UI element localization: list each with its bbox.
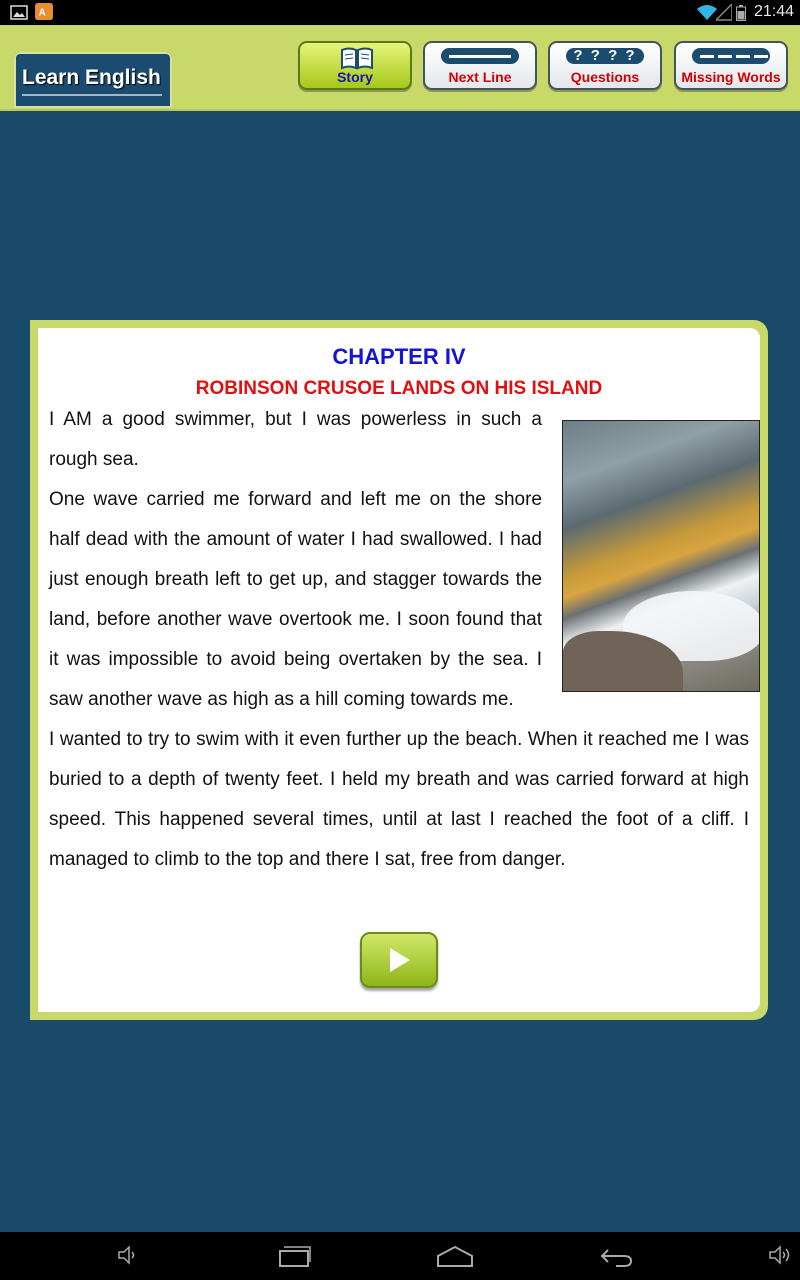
play-icon xyxy=(390,948,410,972)
tab-questions-label: Questions xyxy=(570,69,640,85)
logo-underline xyxy=(22,94,162,96)
chapter-heading: CHAPTER IV xyxy=(332,344,466,369)
back-icon[interactable] xyxy=(598,1244,634,1268)
tab-missing-words[interactable] xyxy=(674,41,788,90)
play-audio-button[interactable] xyxy=(360,932,438,988)
story-card xyxy=(30,320,768,1020)
recent-apps-icon[interactable] xyxy=(276,1244,312,1268)
question-marks-text: ? ? ? ? xyxy=(573,47,637,64)
status-bar xyxy=(0,0,800,25)
tab-story-label: Story xyxy=(337,69,373,85)
book-icon xyxy=(340,47,374,71)
story-paragraph: One wave carried me forward and left me on the shore half dead with the amount of water I had swallowed. I had just enough breath left to get up, and stagger towards the land, before another wave overtook me. I soon found that it was impossible to avoid being overtaken by the sea. I saw another wave as high as a hill coming towards me. xyxy=(49,489,542,710)
volume-up-icon[interactable] xyxy=(768,1244,792,1266)
storm-sea-illustration xyxy=(562,420,760,692)
chapter-title: ROBINSON CRUSOE LANDS ON HIS ISLAND xyxy=(195,378,603,399)
story-card-inner xyxy=(38,328,760,1012)
tab-next-line[interactable] xyxy=(423,41,537,90)
system-nav-bar xyxy=(0,1232,800,1280)
logo-text: Learn English xyxy=(22,66,161,89)
home-icon[interactable] xyxy=(436,1244,474,1268)
story-text xyxy=(49,400,749,880)
tab-next-line-label: Next Line xyxy=(448,69,512,85)
signal-icon xyxy=(716,4,732,21)
app-logo xyxy=(14,52,172,108)
line-icon xyxy=(441,48,519,64)
tab-questions[interactable] xyxy=(548,41,662,90)
clock: 21:44 xyxy=(753,3,794,20)
dashes-icon xyxy=(692,48,770,64)
wifi-icon xyxy=(697,4,717,21)
app-notification-icon xyxy=(35,3,53,20)
gallery-icon xyxy=(10,4,28,21)
story-paragraph: I wanted to try to swim with it even further up the beach. When it reached me I was buried to a depth of twenty feet. I held my breath and was carried forward at high speed. This happened several times, until at last I reached the foot of a cliff. I managed to climb to the top and there I sat, free from danger. xyxy=(49,729,749,870)
tab-story[interactable] xyxy=(298,41,412,90)
tab-missing-words-label: Missing Words xyxy=(681,69,781,85)
svg-text:A: A xyxy=(38,7,46,19)
question-marks-icon xyxy=(566,48,644,64)
app-header xyxy=(0,25,800,111)
story-paragraph: I AM a good swimmer, but I was powerless in such a rough sea. xyxy=(49,409,542,470)
battery-icon xyxy=(736,5,746,21)
volume-down-icon[interactable] xyxy=(117,1244,139,1266)
